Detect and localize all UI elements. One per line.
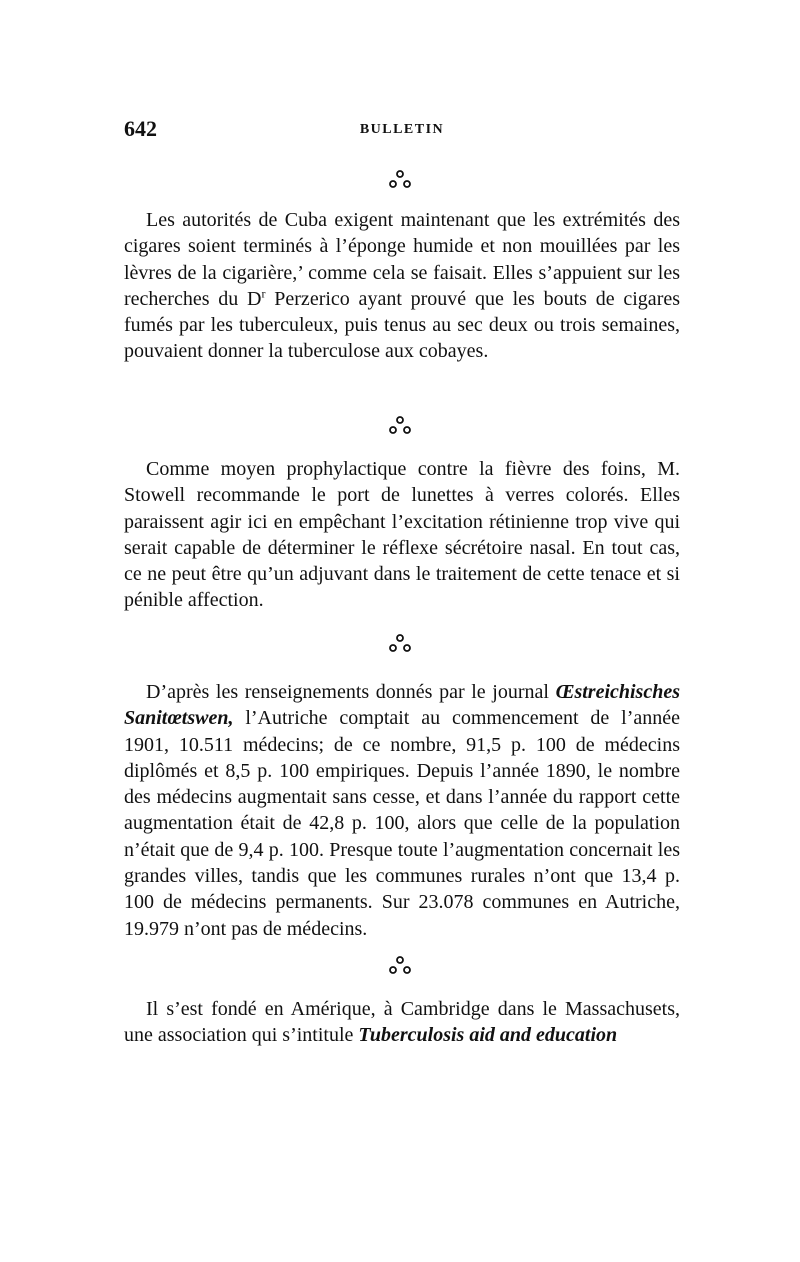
three-dots-icon <box>386 168 414 192</box>
association-name: Tuberculosis aid and education <box>358 1024 618 1047</box>
three-dots-icon <box>386 414 414 438</box>
section-separator <box>0 414 800 440</box>
journal-title: Œstreichisches Sanitœtswen, <box>124 681 680 730</box>
three-dots-icon <box>386 632 414 656</box>
three-dots-icon <box>386 954 414 978</box>
page-number: 642 <box>124 116 157 141</box>
section-separator <box>0 632 800 658</box>
paragraph-fievre-des-foins: Comme moyen prophylactique contre la fièvre des foins, M. Stowell recommande le port de lunettes à verres colorés. Elles paraissent agir ici en empêchant l’excitation rétinienne trop vive qui serait capable de déterminer le réflexe sécrétoire nasal. En tout cas, ce ne peut être qu’un adjuvant dans le traitement de cette tenace et si pénible affection. <box>124 458 680 612</box>
section-separator <box>0 168 800 194</box>
section-separator <box>0 954 800 980</box>
page-header <box>124 116 680 146</box>
running-title: BULLETIN <box>359 122 445 137</box>
paragraph-cuba-cigares: Les autorités de Cuba exigent maintenant que les extrémités des cigares soient terminés à l’éponge humide et non mouillées par les lèvres de la cigarière,’ comme cela se faisait. Elles s’appuient sur les recherches du $D^r$ Perzerico ayant prouvé que les bouts de cigares fumés par les tuberculeux, puis tenus au sec deux ou trois semaines, pouvaient donner la tuberculose aux cobayes. <box>124 209 681 363</box>
paragraph-association-amerique: Il s’est fondé en Amérique, à Cambridge dans le Massachusets, une association qui s’intitule Tuberculosis aid and education <box>124 998 680 1047</box>
paragraph-medecins-autriche: D’après les renseignements donnés par le journal Œstreichisches Sanitœtswen, l’Autriche comptait au commencement de l’année 1901, 10.511 médecins; de ce nombre, 91,5 p. 100 de médecins diplômés et 8,5 p. 100 empiriques. Depuis l’année 1890, le nombre des médecins augmentait sans cesse, et dans l’année du rapport cette augmentation était de 42,8 p. 100, alors que celle de la population n’était que de 9,4 p. 100. Presque toute l’augmentation concernait les grandes villes, tandis que les communes rurales n’ont que 13,4 p. 100 de médecins permanents. Sur 23.078 communes en Autriche, 19.979 n’ont pas de médecins. <box>124 681 680 940</box>
